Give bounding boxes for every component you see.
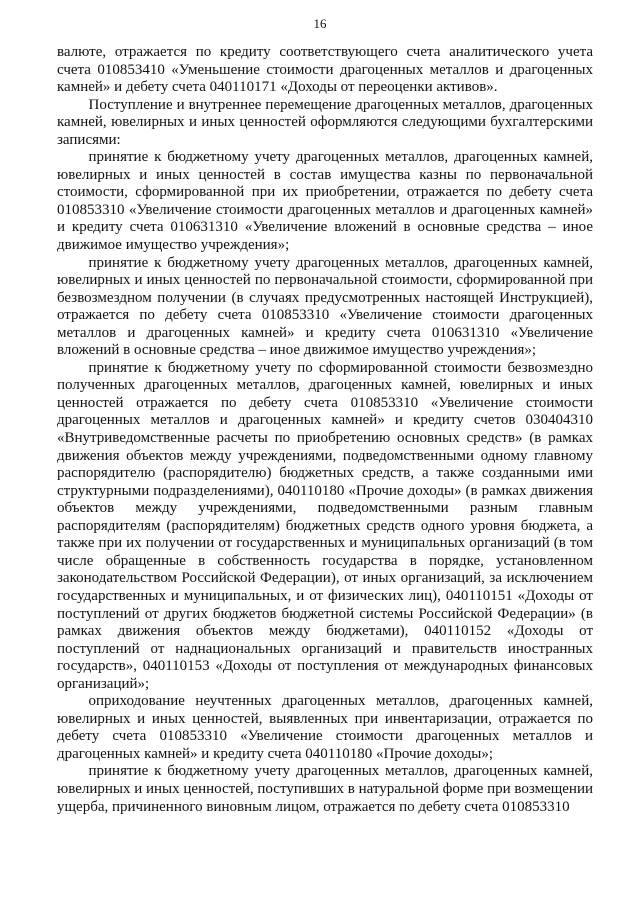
paragraph: валюте, отражается по кредиту соответствующего счета аналитического учета счета 010853410 «Уменьшение стоимости драгоценных металлов и драгоценных камней» и дебету счета 040110171 «Доходы от переоценки активов». — [57, 44, 593, 96]
paragraph: Поступление и внутреннее перемещение драгоценных металлов, драгоценных камней, ювелирных и иных ценностей оформляются следующими бухгалтерскими записями: — [57, 96, 593, 148]
document-body — [57, 44, 593, 816]
paragraph: принятие к бюджетному учету драгоценных металлов, драгоценных камней, ювелирных и иных ценностей, поступивших в натуральной форме при возмещении ущерба, причиненного виновным лицом, отражается по дебету счета 010853310 — [57, 763, 594, 815]
paragraph: принятие к бюджетному учету по сформированной стоимости безвозмездно полученных драгоценных металлов, драгоценных камней, ювелирных и иных ценностей отражается по дебету счета 010853310 «Увеличение стоимости драгоценных металлов и драгоценных камней» и кредиту счетов 030404310 «Внутриведомственные расчеты по приобретению основных средств» (в рамках движения объектов между учреждениями, подведомственными одному главному распорядителю (распорядителю) бюджетных средств, а также созданными ими структурными подразделениями), 040110180 «Прочие доходы» (в рамках движения объектов между учреждениями, подведомственными разным главным распорядителям (распорядителям) бюджетных средств одного уровня бюджета, а также при их получении от государственных и муниципальных организаций (в том числе обращенные в собственность государства в порядке, установленном законодательством Российской Федерации), от иных организаций, за исключением государственных и муниципальных, и от физических лиц), 040110151 «Доходы от поступлений от других бюджетов бюджетной системы Российской Федерации» (в рамках движения объектов между бюджетами), 040110152 «Доходы от поступлений от наднациональных организаций и правительств иностранных государств», 040110153 «Доходы от поступления от международных финансовых организаций»; — [57, 359, 593, 692]
paragraph: оприходование неучтенных драгоценных металлов, драгоценных камней, ювелирных и иных ценностей, выявленных при инвентаризации, отражается по дебету счета 010853310 «Увеличение стоимости драгоценных металлов и драгоценных камней» и кредиту счета 040110180 «Прочие доходы»; — [57, 693, 593, 762]
paragraph: принятие к бюджетному учету драгоценных металлов, драгоценных камней, ювелирных и иных ценностей по первоначальной стоимости, сформированной при безвозмездном получении (в случаях предусмотренных настоящей Инструкцией), отражается по дебету счета 010853310 «Увеличение стоимости драгоценных металлов и драгоценных камней» и кредиту счета 010631310 «Увеличение вложений в основные средства – иное движимое имущество учреждения»; — [57, 254, 593, 359]
paragraph: принятие к бюджетному учету драгоценных металлов, драгоценных камней, ювелирных и иных ценностей в состав имущества казны по первоначальной стоимости, сформированной при их приобретении, отражается по дебету счета 010853310 «Увеличение стоимости драгоценных металлов и драгоценных камней» и кредиту счета 010631310 «Увеличение вложений в основные средства – иное движимое имущество учреждения»; — [57, 149, 593, 254]
page-number: 16 — [313, 16, 327, 31]
